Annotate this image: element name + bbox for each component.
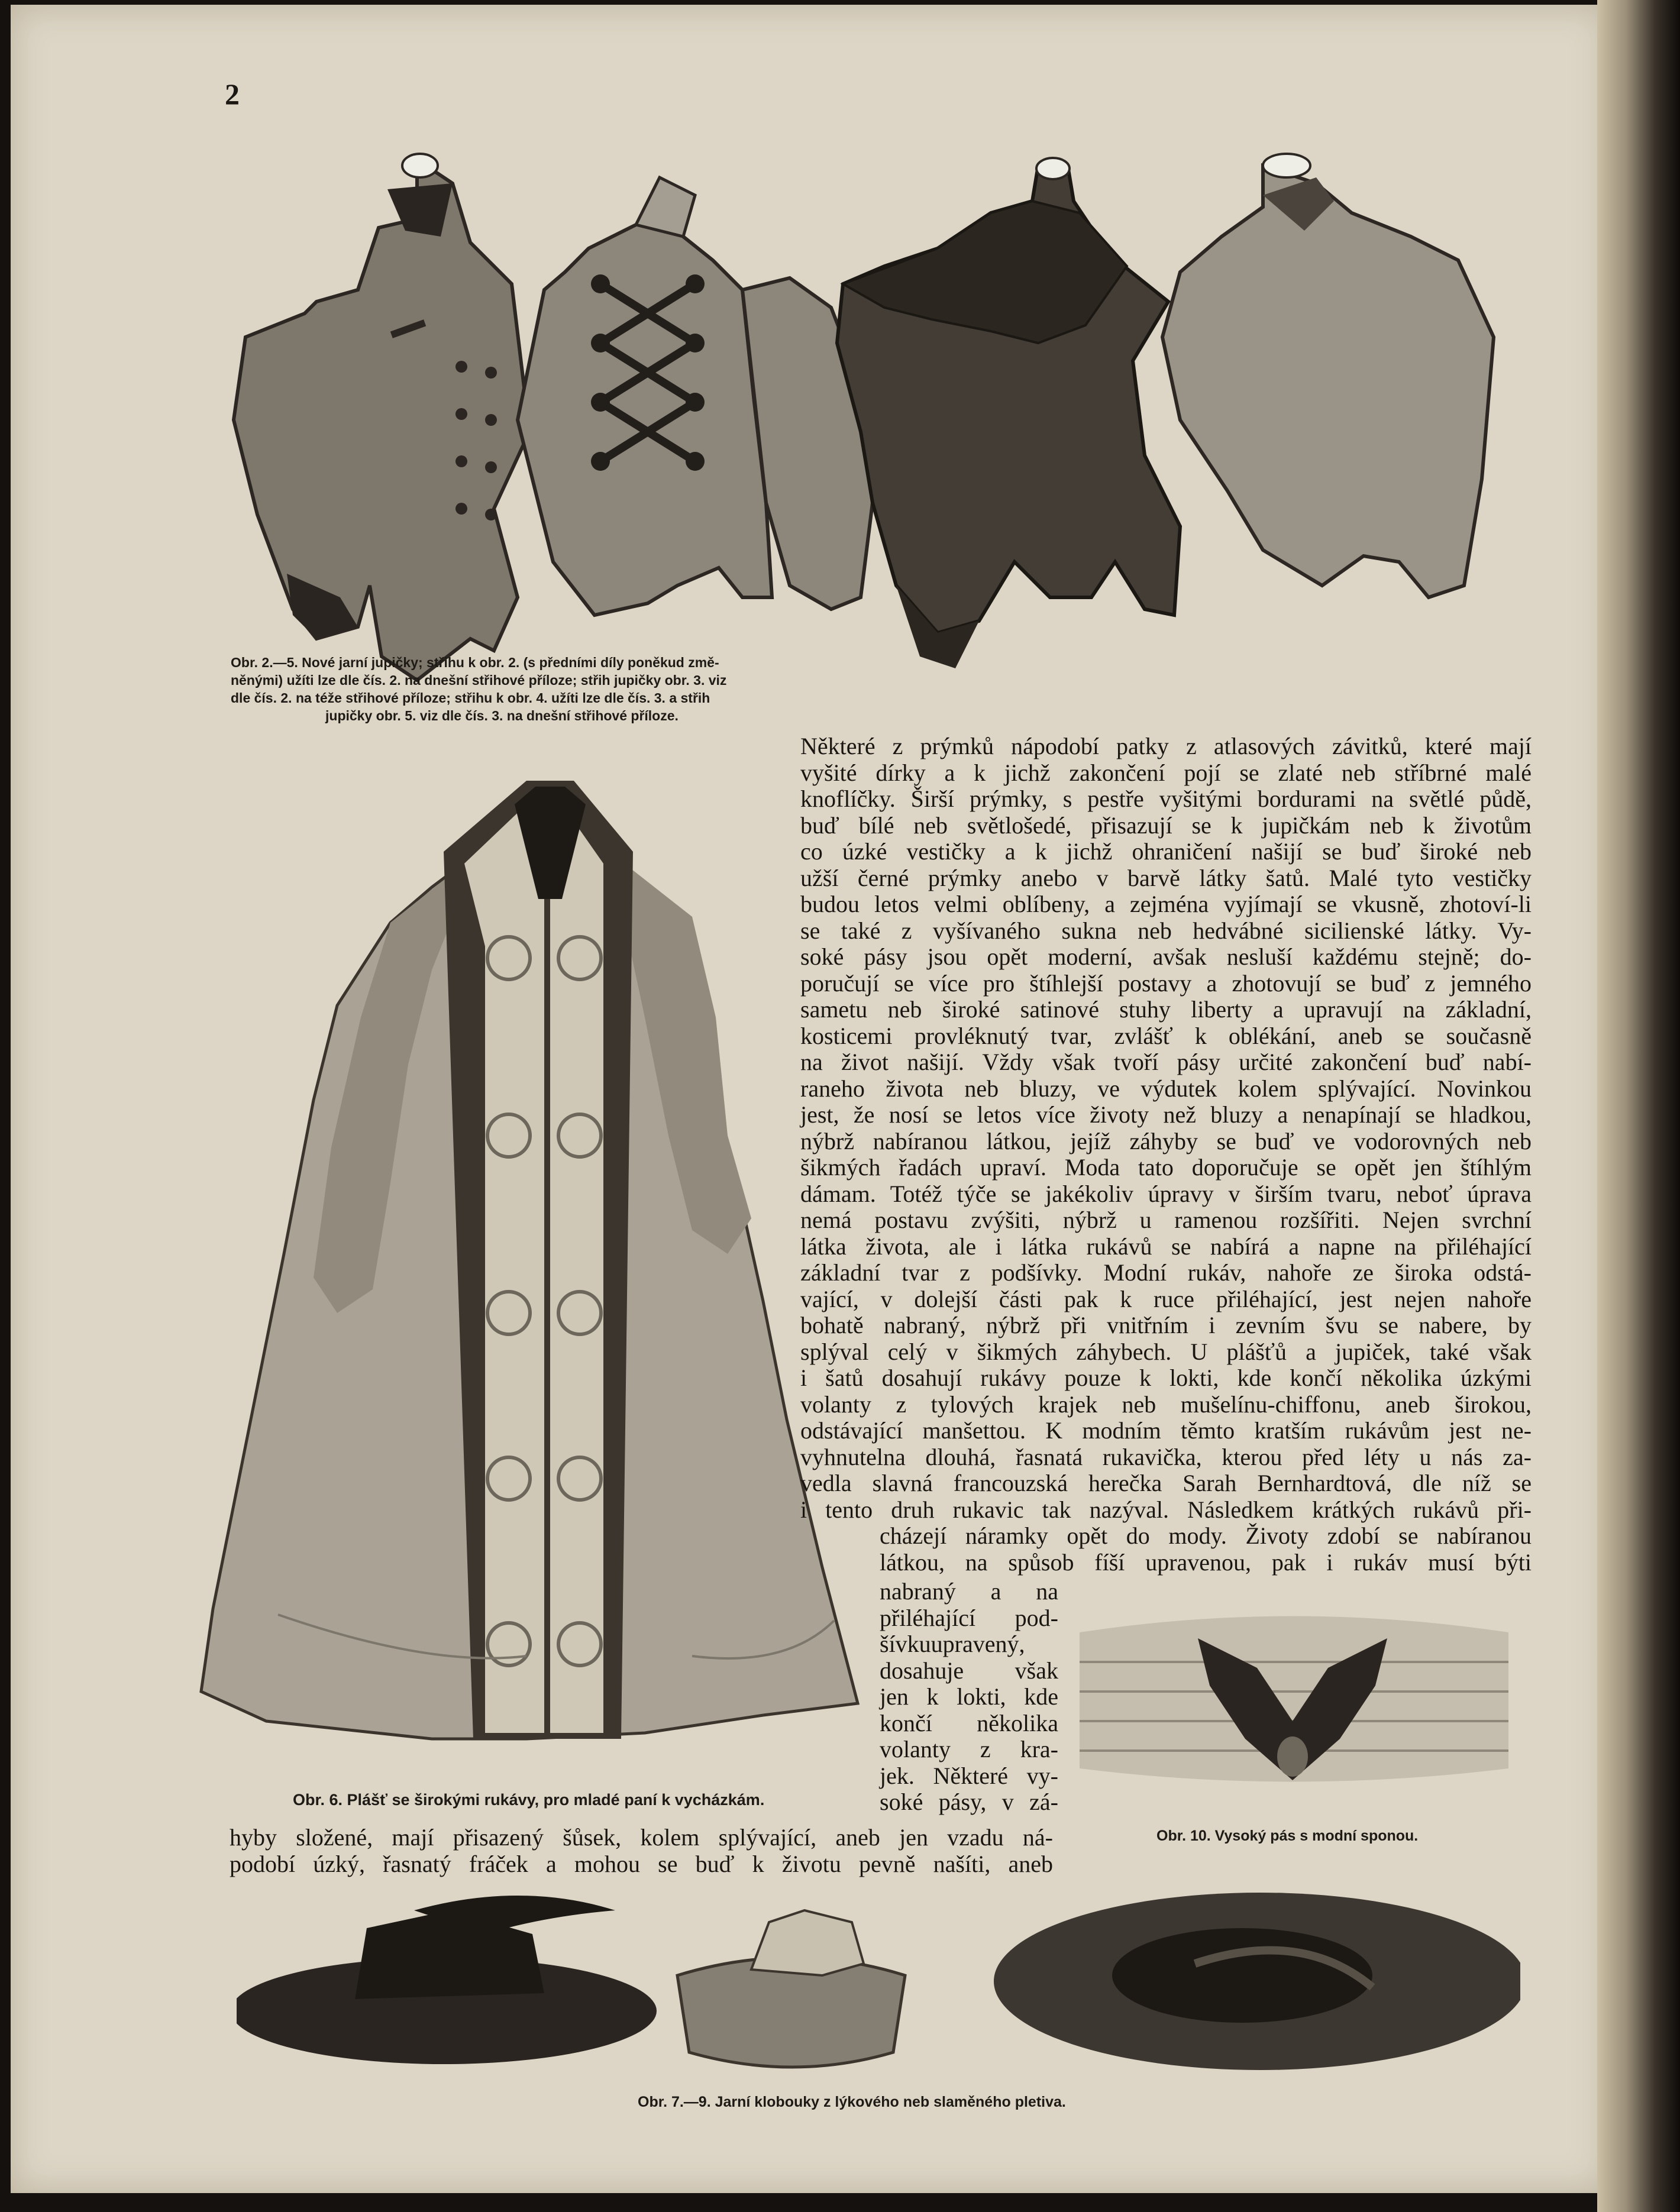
text-line: jen k lokti, kde xyxy=(880,1683,1058,1710)
jackets-caption-line: dle čís. 2. na téže střihové příloze; střihu k obr. 4. užíti lze dle čís. 3. a střih xyxy=(231,690,710,706)
text-line: nýbrž nabíranou látkou, jejíž záhyby se buď ve vodorovných neb xyxy=(800,1127,1532,1154)
coat-caption: Obr. 6. Plášť se širokými rukávy, pro mladé paní k vycházkám. xyxy=(293,1791,765,1809)
main-text-column xyxy=(800,733,1532,1576)
jacket-2-figure xyxy=(518,177,873,615)
hats-illustration xyxy=(237,1893,1520,2088)
text-line: buď bílé neb světlošedé, přisazují se k jupičkám neb k životům xyxy=(800,811,1532,839)
text-line: hyby složené, mají přisazený šůsek, kolem splývající, aneb jen vzadu ná- xyxy=(230,1824,1053,1851)
text-line: základní tvar z podšívky. Modní rukáv, nahoře ze široka odstá- xyxy=(800,1259,1532,1286)
text-line: jest, že nosí se letos více životy než bluzy a nenapínají se hladkou, xyxy=(800,1101,1532,1128)
text-line: volanty z kra- xyxy=(880,1736,1058,1763)
text-line: dosahuje však xyxy=(880,1657,1058,1684)
hat-2-figure xyxy=(677,1910,905,2067)
narrow-text-column xyxy=(880,1579,1058,1816)
text-line: cházejí náramky opět do mody. Životy zdobí se nabíranou xyxy=(880,1522,1532,1549)
text-line: dámam. Totéž týče se jakékoliv úpravy v širším tvaru, neboť úprava xyxy=(800,1180,1532,1207)
jackets-caption-line: jupičky obr. 5. viz dle čís. 3. na dnešní střihové příloze. xyxy=(325,708,679,723)
jacket-3-figure xyxy=(837,158,1180,668)
text-line: budou letos velmi oblíbeny, a zejména vyjímají se vkusně, zhotoví-li xyxy=(800,891,1532,917)
text-line: vyhnutelna dlouhá, řasnatá rukavička, kterou před léty u nás za- xyxy=(800,1443,1532,1470)
text-line: končí několika xyxy=(880,1709,1058,1736)
text-line: kosticemi provléknutý tvar, zvlášť k oblékání, aneb se současně xyxy=(800,1022,1532,1049)
text-line: sametu neb široké satinové stuhy liberty a upravují na základní, xyxy=(800,996,1532,1023)
text-line: podobí úzký, řasnatý fráček a mohou se buď k životu pevně našíti, aneb xyxy=(230,1850,1053,1877)
text-line: užší černé prýmky anebo v barvě látky šatů. Malé tyto vestičky xyxy=(800,864,1532,891)
text-line: šívkuupravený, xyxy=(880,1631,1025,1657)
book-spine xyxy=(1597,0,1680,2212)
text-line: Některé z prýmků nápodobí patky z atlasových závitků, které mají xyxy=(800,733,1532,759)
hat-1-figure xyxy=(237,1896,657,2064)
text-line: knoflíčky. Širší prýmky, s pestře vyšitými bordurami na světlé půdě, xyxy=(800,785,1532,812)
text-line: soké pásy, v zá- xyxy=(880,1789,1058,1815)
hat-3-figure xyxy=(994,1893,1520,2070)
text-line: látkou, na spůsob fíší upravenou, pak i rukáv musí býti xyxy=(880,1548,1532,1576)
text-line: vyšité dírky a k jichž zakončení pojí se zlaté neb stříbrné malé xyxy=(800,759,1532,786)
belt-caption: Obr. 10. Vysoký pás s modní sponou. xyxy=(1156,1828,1419,1844)
hats-caption: Obr. 7.—9. Jarní klobouky z lýkového neb slaměného pletiva. xyxy=(638,2094,1066,2110)
text-line: odstávající manšettou. K modním těmto kratším rukávům jest ne- xyxy=(800,1417,1532,1444)
text-line: raneho života neb bluzy, ve výdutek kolem splývající. Novinkou xyxy=(800,1075,1532,1102)
jackets-illustration xyxy=(222,148,1523,704)
text-line: splýval celý v šikmých záhybech. U plášťů a jupiček, také však xyxy=(800,1338,1532,1365)
text-line: látka života, ale i látka rukávů se nabírá a napne na přiléhající xyxy=(800,1233,1532,1260)
text-line: jek. Některé vy- xyxy=(880,1762,1058,1789)
text-line: nabraný a na xyxy=(880,1578,1058,1605)
bottom-text xyxy=(230,1825,1053,1877)
text-line: přiléhající pod- xyxy=(880,1604,1058,1631)
jackets-caption xyxy=(231,654,870,725)
belt-illustration xyxy=(1080,1603,1508,1798)
text-line: volanty z tylových krajek neb mušelínu-chiffonu, aneb širokou, xyxy=(800,1390,1532,1418)
page-number: 2 xyxy=(225,77,240,111)
text-line: i šatů dosahují rukávy pouze k lokti, kde končí několika úzkými xyxy=(800,1364,1532,1391)
text-line: se také z vyšívaného sukna neb hedvábné sicilienské látky. Vy- xyxy=(800,917,1532,944)
text-line: soké pásy jsou opět moderní, avšak nesluší každému stejně; do- xyxy=(800,943,1532,970)
text-line: vající, v dolejší části pak k ruce přiléhající, jest nejen nahoře xyxy=(800,1285,1532,1312)
coat-illustration xyxy=(195,769,870,1774)
text-line: vedla slavná francouzská herečka Sarah Bernhardtová, dle níž se xyxy=(800,1470,1532,1496)
jacket-1-figure xyxy=(234,154,529,680)
jackets-caption-line: něnými) užíti lze dle čís. 2. na dnešní střihové příloze; střih jupičky obr. 3. viz xyxy=(231,672,727,688)
text-line: na život našijí. Vždy však tvoří pásy určité zakončení buď nabí- xyxy=(800,1049,1532,1075)
text-line: bohatě nabraný, nýbrž při vnitřním i zevním švu se nabere, by xyxy=(800,1312,1532,1338)
jackets-caption-line: Obr. 2.—5. Nové jarní jupičky; střihu k obr. 2. (s předními díly poněkud změ- xyxy=(231,655,719,670)
text-line: poručují se více pro štíhlejší postavy a zhotovují se buď z jemného xyxy=(800,969,1532,997)
jacket-4-figure xyxy=(1162,154,1494,597)
text-line: šikmých řadách upraví. Moda tato doporučuje se opět jen štíhlým xyxy=(800,1154,1532,1181)
text-line: co úzké vestičky a k jichž ohraničení našijí se buď široké neb xyxy=(800,838,1532,865)
text-line: i tento druh rukavic tak nazýval. Následkem krátkých rukávů při- xyxy=(800,1496,1532,1523)
text-line: nemá postavu zvýšiti, nýbrž u ramenou rozšířiti. Nejen svrchní xyxy=(800,1207,1532,1233)
